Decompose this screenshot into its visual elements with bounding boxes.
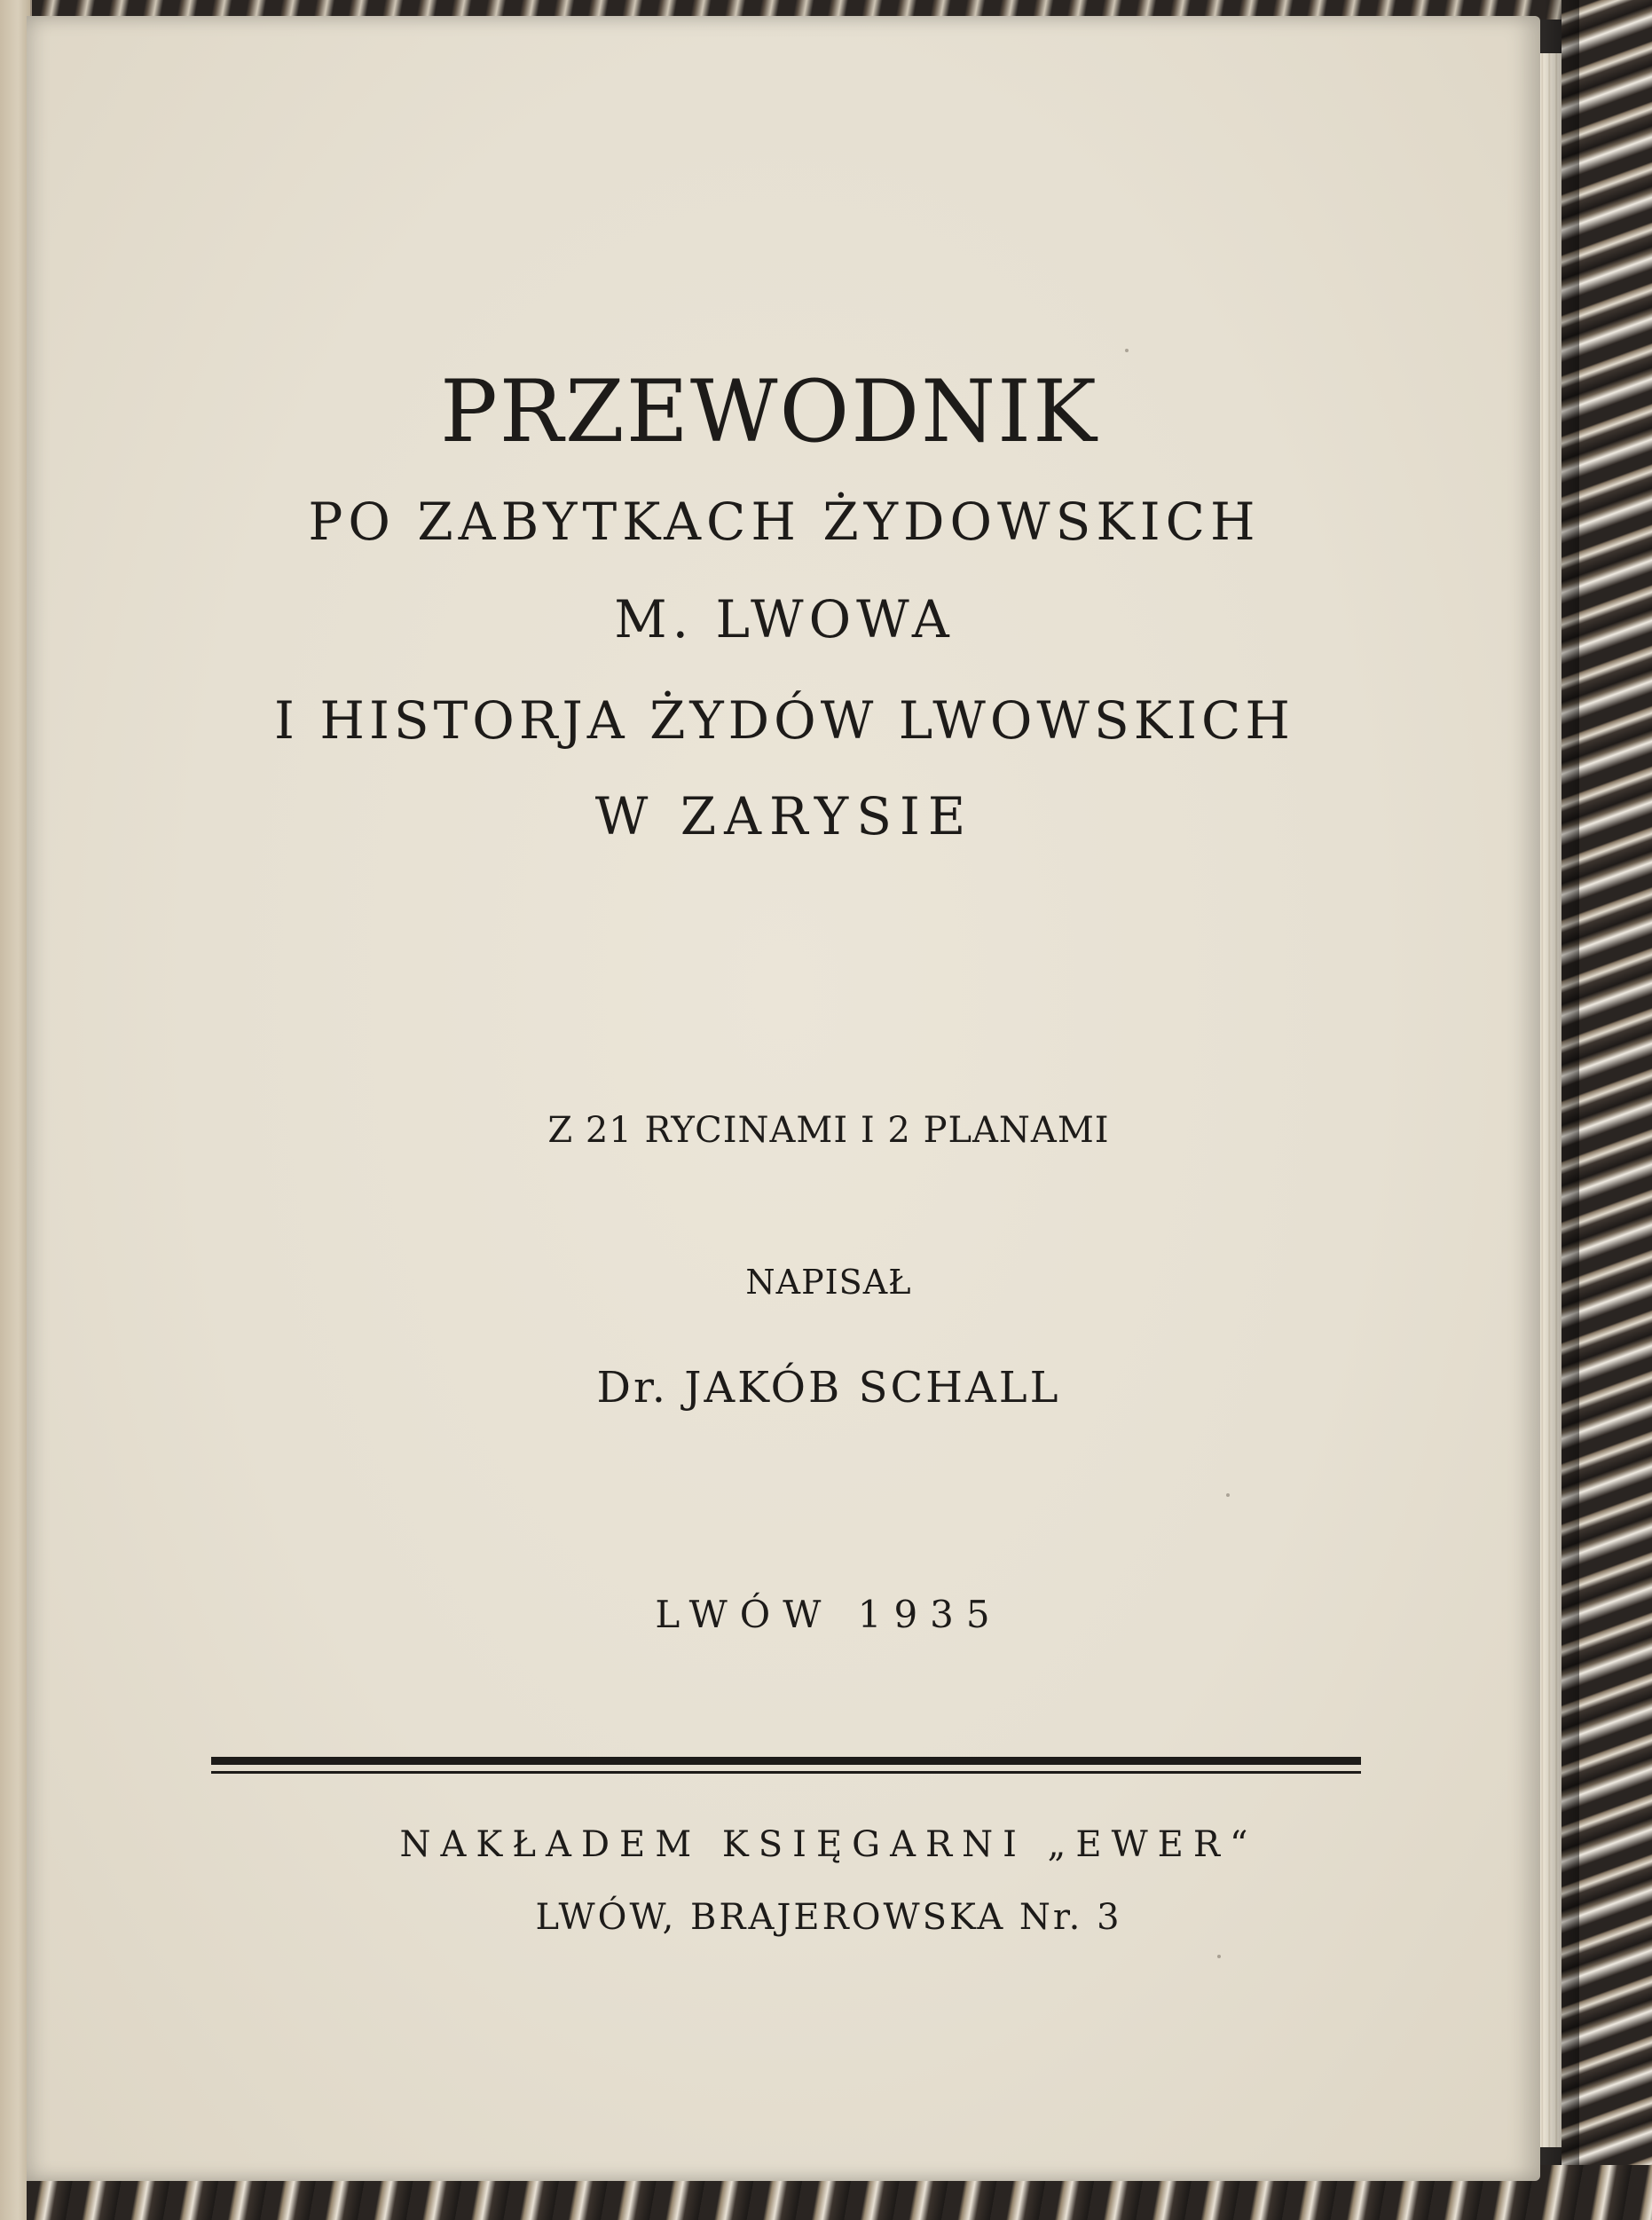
illustrations-note: Z 21 RYCINAMI I 2 PLANAMI [547, 1110, 1110, 1151]
divider-rule-thin [211, 1771, 1361, 1774]
place-and-year: LWÓW 1935 [655, 1593, 1003, 1636]
subtitle-line-4: W ZARYSIE [594, 786, 974, 846]
subtitle-line-3: I HISTORJA ŻYDÓW LWOWSKICH [274, 690, 1294, 751]
publisher-address: LWÓW, BRAJEROWSKA Nr. 3 [535, 1897, 1122, 1938]
book-title: PRZEWODNIK [440, 362, 1098, 461]
paper-speck [1125, 349, 1129, 352]
author-name: Dr. JAKÓB SCHALL [596, 1363, 1061, 1413]
subtitle-line-2: M. LWOWA [614, 589, 955, 649]
subtitle-line-1: PO ZABYTKACH ŻYDOWSKICH [308, 492, 1261, 552]
paper-speck [1226, 1493, 1230, 1497]
written-by-label: NAPISAŁ [745, 1263, 912, 1302]
publisher-line: NAKŁADEM KSIĘGARNI „EWER“ [399, 1824, 1258, 1865]
paper-speck [1217, 1955, 1221, 1958]
divider-rule-thick [211, 1757, 1361, 1765]
title-page [27, 16, 1540, 2181]
